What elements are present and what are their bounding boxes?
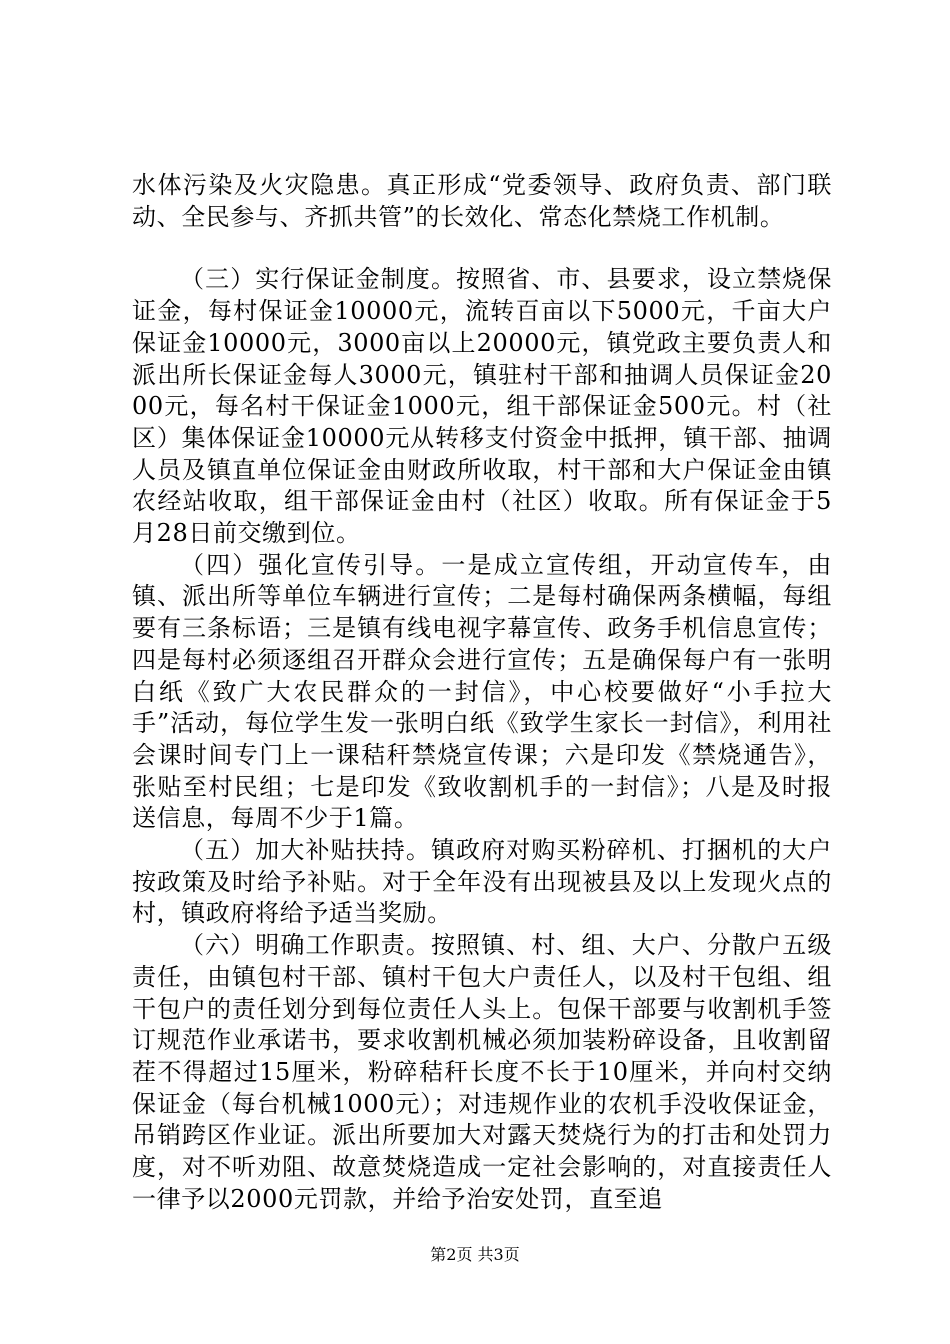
paragraph-deposit-system: （三）实行保证金制度。按照省、市、县要求，设立禁烧保证金，每村保证金10000元，流转百亩以下5000元，千亩大户保证金10000元，3000亩以上20000元，镇党政主要负责人和派出所长保证金每人3000元，镇驻村干部和抽调人员保证金2000元，每名村干保证金1000元，组干部保证金500元。村（社区）集体保证金10000元从转移支付资金中抵押，镇干部、抽调人员及镇直单位保证金由财政所收取，村干部和大户保证金由镇农经站收取，组干部保证金由村（社区）收取。所有保证金于5月28日前交缴到位。 xyxy=(132,265,832,548)
paragraph-responsibilities: （六）明确工作职责。按照镇、村、组、大户、分散户五级责任，由镇包村干部、镇村干包大户责任人，以及村干包组、组干包户的责任划分到每位责任人头上。包保干部要与收割机手签订规范作业承诺书，要求收割机械必须加装粉碎设备，且收割留茬不得超过15厘米，粉碎秸秆长度不长于10厘米，并向村交纳保证金（每台机械1000元）；对违规作业的农机手没收保证金，吊销跨区作业证。派出所要加大对露天焚烧行为的打击和处罚力度，对不听劝阻、故意焚烧造成一定社会影响的，对直接责任人一律予以2000元罚款，并给予治安处罚，直至追 xyxy=(132,931,832,1213)
paragraph-publicity: （四）强化宣传引导。一是成立宣传组，开动宣传车，由镇、派出所等单位车辆进行宣传；二是每村确保两条横幅，每组要有三条标语；三是镇有线电视字幕宣传、政务手机信息宣传；四是每村必须逐组召开群众会进行宣传；五是确保每户有一张明白纸《致广大农民群众的一封信》，中心校要做好“小手拉大手”活动，每位学生发一张明白纸《致学生家长一封信》，利用社会课时间专门上一课秸秆禁烧宣传课；六是印发《禁烧通告》，张贴至村民组；七是印发《致收割机手的一封信》；八是及时报送信息，每周不少于1篇。 xyxy=(132,550,832,833)
page-number-label: 第2页 共3页 xyxy=(430,1245,520,1264)
paragraph-gap xyxy=(132,233,832,264)
page-footer xyxy=(0,1245,950,1265)
paragraph-subsidy: （五）加大补贴扶持。镇政府对购买粉碎机、打捆机的大户按政策及时给予补贴。对于全年没有出现被县及以上发现火点的村，镇政府将给予适当奖励。 xyxy=(132,836,832,928)
paragraph-continuation: 水体污染及火灾隐患。真正形成“党委领导、政府负责、部门联动、全民参与、齐抓共管”的长效化、常态化禁烧工作机制。 xyxy=(132,171,832,231)
document-body xyxy=(132,170,832,1216)
